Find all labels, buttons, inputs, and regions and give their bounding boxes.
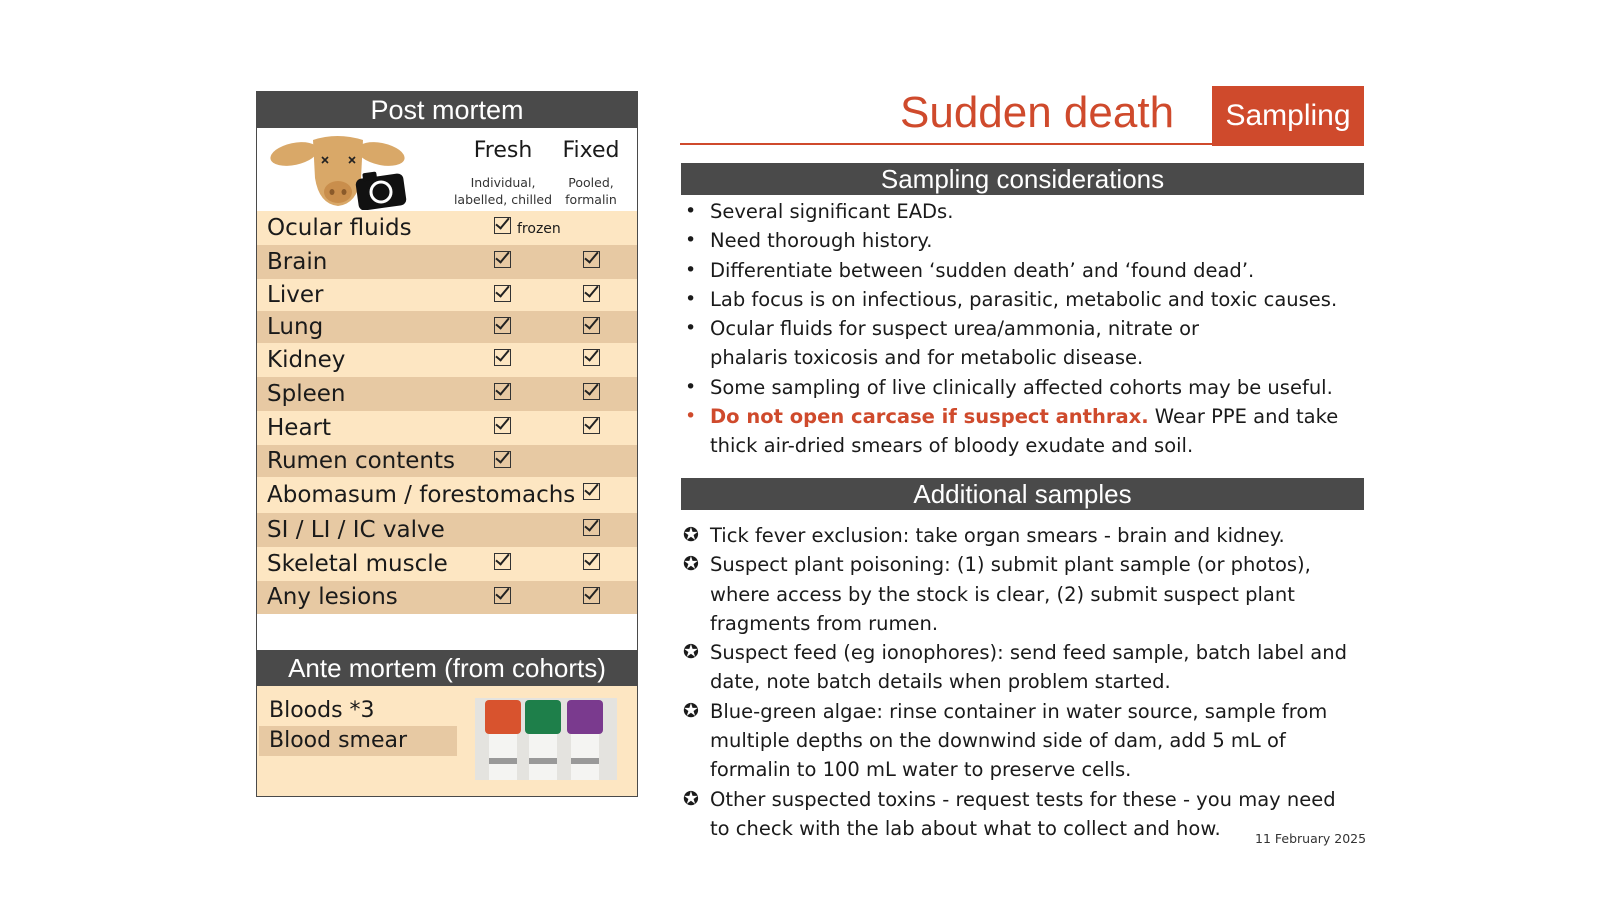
row-label: Rumen contents	[267, 448, 456, 474]
fresh-checkbox-icon	[494, 317, 511, 334]
table-row	[257, 581, 637, 614]
fixed-checkbox-icon	[583, 317, 600, 334]
row-label: Lung	[267, 314, 324, 340]
title-divider	[680, 143, 1212, 145]
list-item: • Lab focus is on infectious, parasitic, metabolic and toxic causes.	[681, 285, 1381, 314]
fixed-subtitle-line: formalin	[565, 192, 617, 207]
row-label: Any lesions	[267, 584, 398, 610]
ante-mortem-item: Bloods *3	[269, 698, 375, 723]
fixed-checkbox-icon	[583, 383, 600, 400]
camera-icon	[355, 168, 407, 210]
list-item: • Differentiate between ‘sudden death’ and ‘found dead’.	[681, 256, 1381, 285]
sampling-considerations-title: Sampling considerations	[681, 163, 1364, 195]
fresh-checkbox-icon	[494, 417, 511, 434]
fixed-checkbox-icon	[583, 285, 600, 302]
fresh-checkbox-icon	[494, 451, 511, 468]
list-item: • Some sampling of live clinically affected cohorts may be useful.	[681, 373, 1381, 402]
row-label: Ocular fluids	[267, 215, 412, 241]
table-row	[257, 211, 637, 245]
table-row	[257, 477, 637, 513]
sampling-considerations-list	[681, 197, 1381, 461]
list-item: • Several significant EADs.	[681, 197, 1381, 226]
fixed-checkbox-icon	[583, 349, 600, 366]
list-item: ✪ Suspect plant poisoning: (1) submit plant sample (or photos), where access by the stock is clear, (2) submit suspect plant fragments from rumen.	[681, 550, 1381, 638]
fresh-checkbox-icon	[494, 553, 511, 570]
page-title: Sudden death	[900, 88, 1175, 137]
fixed-checkbox-icon	[583, 417, 600, 434]
fresh-checkbox-icon	[494, 383, 511, 400]
fresh-checkbox-icon	[494, 251, 511, 268]
list-item: ✪ Other suspected toxins - request tests for these - you may need to check with the lab about what to collect and how.	[681, 785, 1381, 844]
row-label: SI / LI / IC valve	[267, 517, 445, 543]
list-item: ✪ Suspect feed (eg ionophores): send feed sample, batch label and date, note batch details when problem started.	[681, 638, 1381, 697]
row-label: Heart	[267, 415, 332, 441]
section-tag: Sampling	[1212, 86, 1364, 146]
fixed-checkbox-icon	[583, 553, 600, 570]
post-mortem-header	[257, 128, 637, 211]
fresh-checkbox-icon	[494, 587, 511, 604]
fixed-column-header: Fixed	[562, 138, 620, 163]
ante-mortem-body	[257, 686, 637, 796]
ante-mortem-title: Ante mortem (from cohorts)	[257, 650, 637, 686]
fresh-subtitle-line: labelled, chilled	[453, 192, 553, 207]
sample-table	[257, 211, 637, 614]
row-label: Kidney	[267, 347, 346, 373]
row-label: Liver	[267, 282, 324, 308]
fresh-checkbox-icon	[494, 349, 511, 366]
anthrax-warning-item	[681, 402, 1381, 461]
table-row	[257, 343, 637, 377]
list-item: ✪ Tick fever exclusion: take organ smears - brain and kidney.	[681, 521, 1381, 550]
table-row	[257, 245, 637, 279]
ante-mortem-item: Blood smear	[259, 726, 457, 756]
blood-tubes-image	[475, 698, 617, 780]
anthrax-warning-text: Wear PPE and take thick air-dried smears of bloody exudate and soil.	[710, 405, 1339, 458]
fresh-checkbox-icon	[494, 217, 511, 234]
table-row	[257, 311, 637, 343]
date-label: 11 February 2025	[1255, 831, 1367, 846]
fixed-subtitle-line: Pooled,	[568, 175, 614, 190]
fixed-checkbox-icon	[583, 251, 600, 268]
list-item: • Need thorough history.	[681, 226, 1381, 255]
frozen-note: frozen	[517, 221, 561, 237]
list-item: ✪ Blue-green algae: rinse container in water source, sample from multiple depths on the downwind side of dam, add 5 mL of formalin to 100 mL water to preserve cells.	[681, 697, 1381, 785]
table-row	[257, 279, 637, 311]
table-row	[257, 513, 637, 547]
fresh-checkbox-icon	[494, 285, 511, 302]
row-label: Spleen	[267, 381, 346, 407]
fixed-checkbox-icon	[583, 519, 600, 536]
row-label: Abomasum / forestomachs	[267, 482, 576, 508]
post-mortem-title: Post mortem	[257, 92, 637, 128]
fresh-subtitle-line: Individual,	[470, 175, 536, 190]
fixed-column-subtitle	[536, 174, 646, 208]
row-label: Brain	[267, 249, 328, 275]
table-row	[257, 377, 637, 411]
anthrax-warning-bold: Do not open carcase if suspect anthrax.	[710, 405, 1149, 429]
table-row	[257, 411, 637, 445]
list-item: • Ocular fluids for suspect urea/ammonia, nitrate or phalaris toxicosis and for metabolic disease.	[681, 314, 1381, 373]
fixed-checkbox-icon	[583, 587, 600, 604]
fixed-checkbox-icon	[583, 483, 600, 500]
table-row	[257, 445, 637, 477]
additional-samples-list	[681, 521, 1381, 843]
row-label: Skeletal muscle	[267, 551, 448, 577]
post-mortem-card	[256, 91, 638, 797]
fresh-column-header: Fresh	[473, 138, 533, 163]
additional-samples-title: Additional samples	[681, 478, 1364, 510]
table-row	[257, 547, 637, 581]
